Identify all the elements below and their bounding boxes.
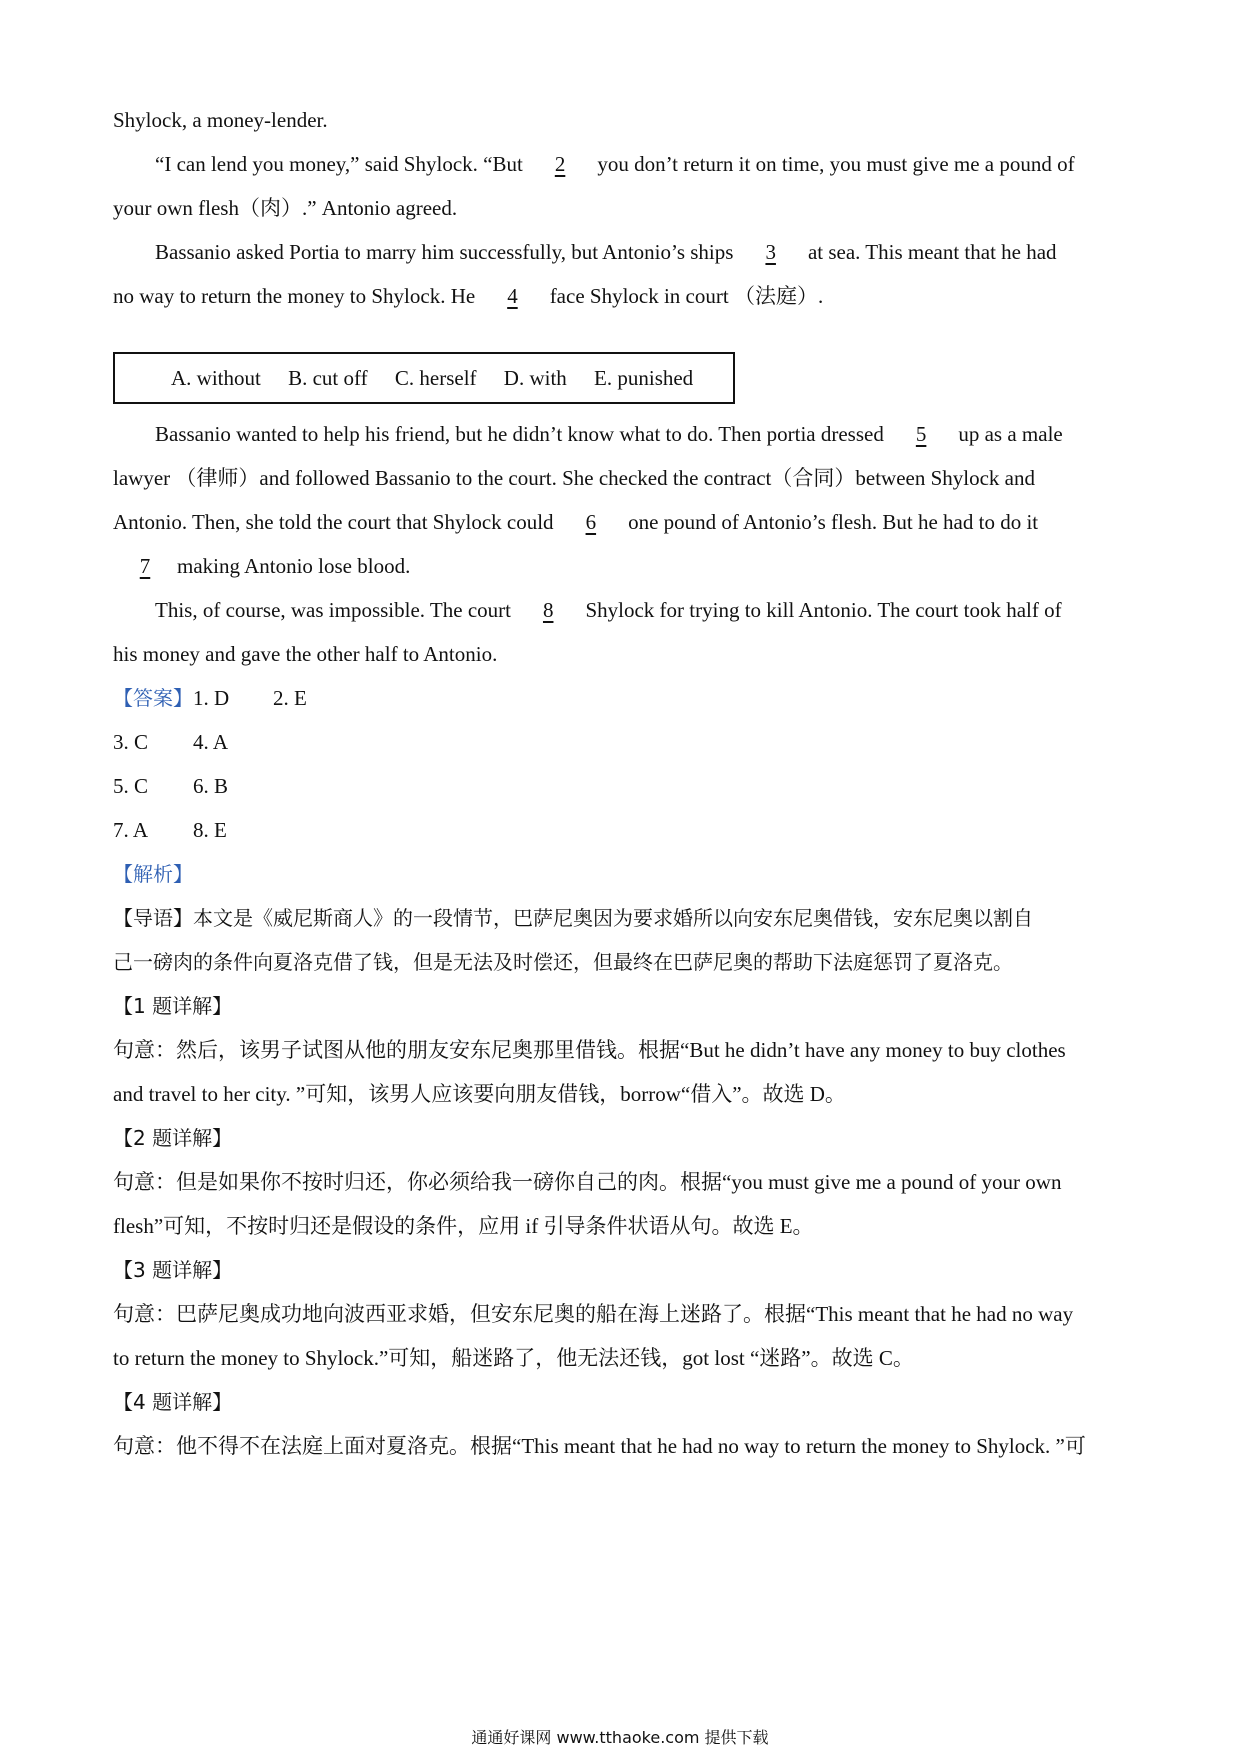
- passage-line-2: “I can lend you money,” said Shylock. “But 2 you don’t return it on time, you must give me a pound of: [155, 152, 1075, 176]
- passage-line-10: This, of course, was impossible. The court 8 Shylock for trying to kill Antonio. The court took half of: [155, 598, 1062, 622]
- answer-row-2: [113, 728, 228, 756]
- answer-label: 【答案】: [113, 686, 193, 710]
- passage-line-9: 7 making Antonio lose blood.: [113, 552, 410, 580]
- blank-6: 6: [585, 510, 597, 534]
- passage-line-3: your own flesh（肉）.” Antonio agreed.: [113, 196, 458, 220]
- option-c: C. herself: [394, 366, 477, 390]
- options-box: [113, 352, 735, 404]
- passage-line-11: his money and gave the other half to Antonio.: [113, 642, 498, 666]
- q2-detail-2: flesh”可知，不按时归还是假设的条件，应用 if 引导条件状语从句。故选 E。: [113, 1214, 814, 1238]
- blank-4: 4: [507, 284, 518, 308]
- answer-item: 7. A: [113, 818, 149, 842]
- blank-5: 5: [915, 422, 927, 446]
- answer-item: 8. E: [193, 818, 227, 842]
- answer-row-4: [113, 816, 227, 844]
- answer-row-1: [113, 684, 307, 712]
- blank-2: 2: [554, 152, 566, 176]
- passage-line-8: Antonio. Then, she told the court that Shylock could 6 one pound of Antonio’s flesh. But he had to do it: [113, 510, 1039, 534]
- option-d: D. with: [503, 366, 567, 390]
- blank-8: 8: [542, 598, 554, 622]
- option-a: A. without: [171, 366, 261, 390]
- passage-line-5: no way to return the money to Shylock. He 4 face Shylock in court （法庭）.: [113, 284, 824, 308]
- passage-line-6: Bassanio wanted to help his friend, but he didn’t know what to do. Then portia dressed 5 up as a male: [155, 422, 1063, 446]
- q1-heading: 【1 题详解】: [113, 994, 233, 1018]
- answer-item: 5. C: [113, 774, 149, 798]
- q2-heading: 【2 题详解】: [113, 1126, 233, 1150]
- q3-detail-1: 句意：巴萨尼奥成功地向波西亚求婚，但安东尼奥的船在海上迷路了。根据“This meant that he had no way: [113, 1302, 1074, 1326]
- blank-7: 7: [139, 554, 151, 578]
- answer-item: 6. B: [193, 774, 229, 798]
- q4-heading: 【4 题详解】: [113, 1390, 233, 1414]
- page-footer: 通通好课网 www.tthaoke.com 提供下载: [471, 1728, 769, 1747]
- q1-detail-2: and travel to her city. ”可知，该男人应该要向朋友借钱，borrow“借入”。故选 D。: [113, 1082, 846, 1106]
- passage-line-1: Shylock, a money-lender.: [113, 108, 328, 132]
- answer-item: 1. D: [193, 686, 230, 710]
- q1-detail-1: 句意：然后，该男子试图从他的朋友安东尼奥那里借钱。根据“But he didn’t have any money to buy clothes: [113, 1038, 1066, 1062]
- options-list: [171, 364, 715, 392]
- analysis-intro-1: 【导语】本文是《威尼斯商人》的一段情节，巴萨尼奥因为要求婚所以向安东尼奥借钱，安东尼奥以割自: [113, 906, 1033, 930]
- answer-item: 4. A: [193, 730, 229, 754]
- option-b: B. cut off: [288, 366, 368, 390]
- answer-item: 3. C: [113, 730, 149, 754]
- q2-detail-1: 句意：但是如果你不按时归还，你必须给我一磅你自己的肉。根据“you must give me a pound of your own: [113, 1170, 1062, 1194]
- blank-3: 3: [765, 240, 776, 264]
- analysis-label: 【解析】: [113, 862, 193, 886]
- passage-line-4: Bassanio asked Portia to marry him successfully, but Antonio’s ships 3 at sea. This meant that he had: [155, 240, 1057, 264]
- analysis-intro-2: 己一磅肉的条件向夏洛克借了钱，但是无法及时偿还，但最终在巴萨尼奥的帮助下法庭惩罚了夏洛克。: [113, 950, 1013, 974]
- q3-heading: 【3 题详解】: [113, 1258, 233, 1282]
- q4-detail-1: 句意：他不得不在法庭上面对夏洛克。根据“This meant that he had no way to return the money to Shylock. ”可: [113, 1434, 1086, 1458]
- passage-line-7: lawyer （律师）and followed Bassanio to the court. She checked the contract（合同）between Shylock and: [113, 466, 1035, 490]
- answer-row-3: [113, 772, 228, 800]
- option-e: E. punished: [594, 366, 694, 390]
- q3-detail-2: to return the money to Shylock.”可知，船迷路了，他无法还钱，got lost “迷路”。故选 C。: [113, 1346, 914, 1370]
- answer-item: 2. E: [273, 686, 307, 710]
